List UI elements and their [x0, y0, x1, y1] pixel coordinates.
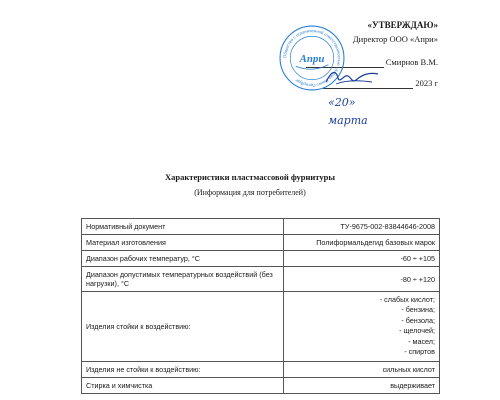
row-label: Материал изготовления	[82, 235, 284, 251]
row-label: Диапазон допустимых температурных воздействий (без нагрузки), °С	[82, 267, 284, 292]
resistance-item: - бензина;	[401, 305, 435, 315]
approval-signer: Смирнов В.М.	[385, 56, 438, 67]
handwritten-date	[328, 93, 398, 127]
row-label: Диапазон рабочих температур, °С	[82, 251, 284, 267]
row-label: Стирка и химчистка	[82, 377, 284, 393]
approval-position: Директор ООО «Апри»	[352, 33, 438, 44]
table-row	[82, 361, 440, 377]
resistance-item: - слабых кислот;	[379, 295, 435, 304]
table-row	[82, 267, 440, 292]
row-value: ТУ-9675-002-83844646-2008	[284, 219, 440, 235]
row-value: сильных кислот	[284, 361, 440, 377]
document-subheading: (Информация для потребителей)	[194, 188, 306, 197]
table-row	[82, 292, 440, 362]
row-value: -60 ÷ +105	[284, 251, 440, 267]
stamp-center-text: Апри	[299, 53, 325, 66]
table-row	[82, 235, 440, 251]
handwritten-date-month: марта	[328, 114, 368, 127]
row-value: выдерживает	[284, 377, 440, 393]
table-row	[82, 251, 440, 267]
stamp-ring-text: Общество с ограниченной ответственностью «Апри» Санкт-Петербург	[282, 28, 342, 88]
resistance-item: - масел;	[408, 336, 435, 346]
resistance-item: - бензола;	[401, 315, 435, 325]
handwritten-signature	[322, 66, 382, 88]
table-row	[82, 219, 440, 235]
row-value: Полиформальдегид базовых марок	[284, 235, 440, 251]
row-label: Изделия не стойки к воздействию:	[82, 361, 284, 377]
handwritten-date-day: «20»	[328, 96, 356, 109]
resistance-item: - спиртов	[404, 347, 435, 357]
approval-title: «УТВЕРЖДАЮ»	[367, 20, 438, 30]
resistance-item: - щелочей;	[399, 326, 435, 336]
row-label: Нормативный документ	[82, 219, 284, 235]
row-label: Изделия стойки к воздействию:	[82, 292, 284, 362]
row-value-list	[284, 292, 440, 362]
approval-year: 2023 г	[415, 77, 438, 88]
row-value: -80 ÷ +120	[284, 267, 440, 292]
spec-table	[81, 218, 440, 394]
table-row	[82, 377, 440, 393]
document-heading: Характеристики пластмассовой фурнитуры	[165, 172, 335, 182]
